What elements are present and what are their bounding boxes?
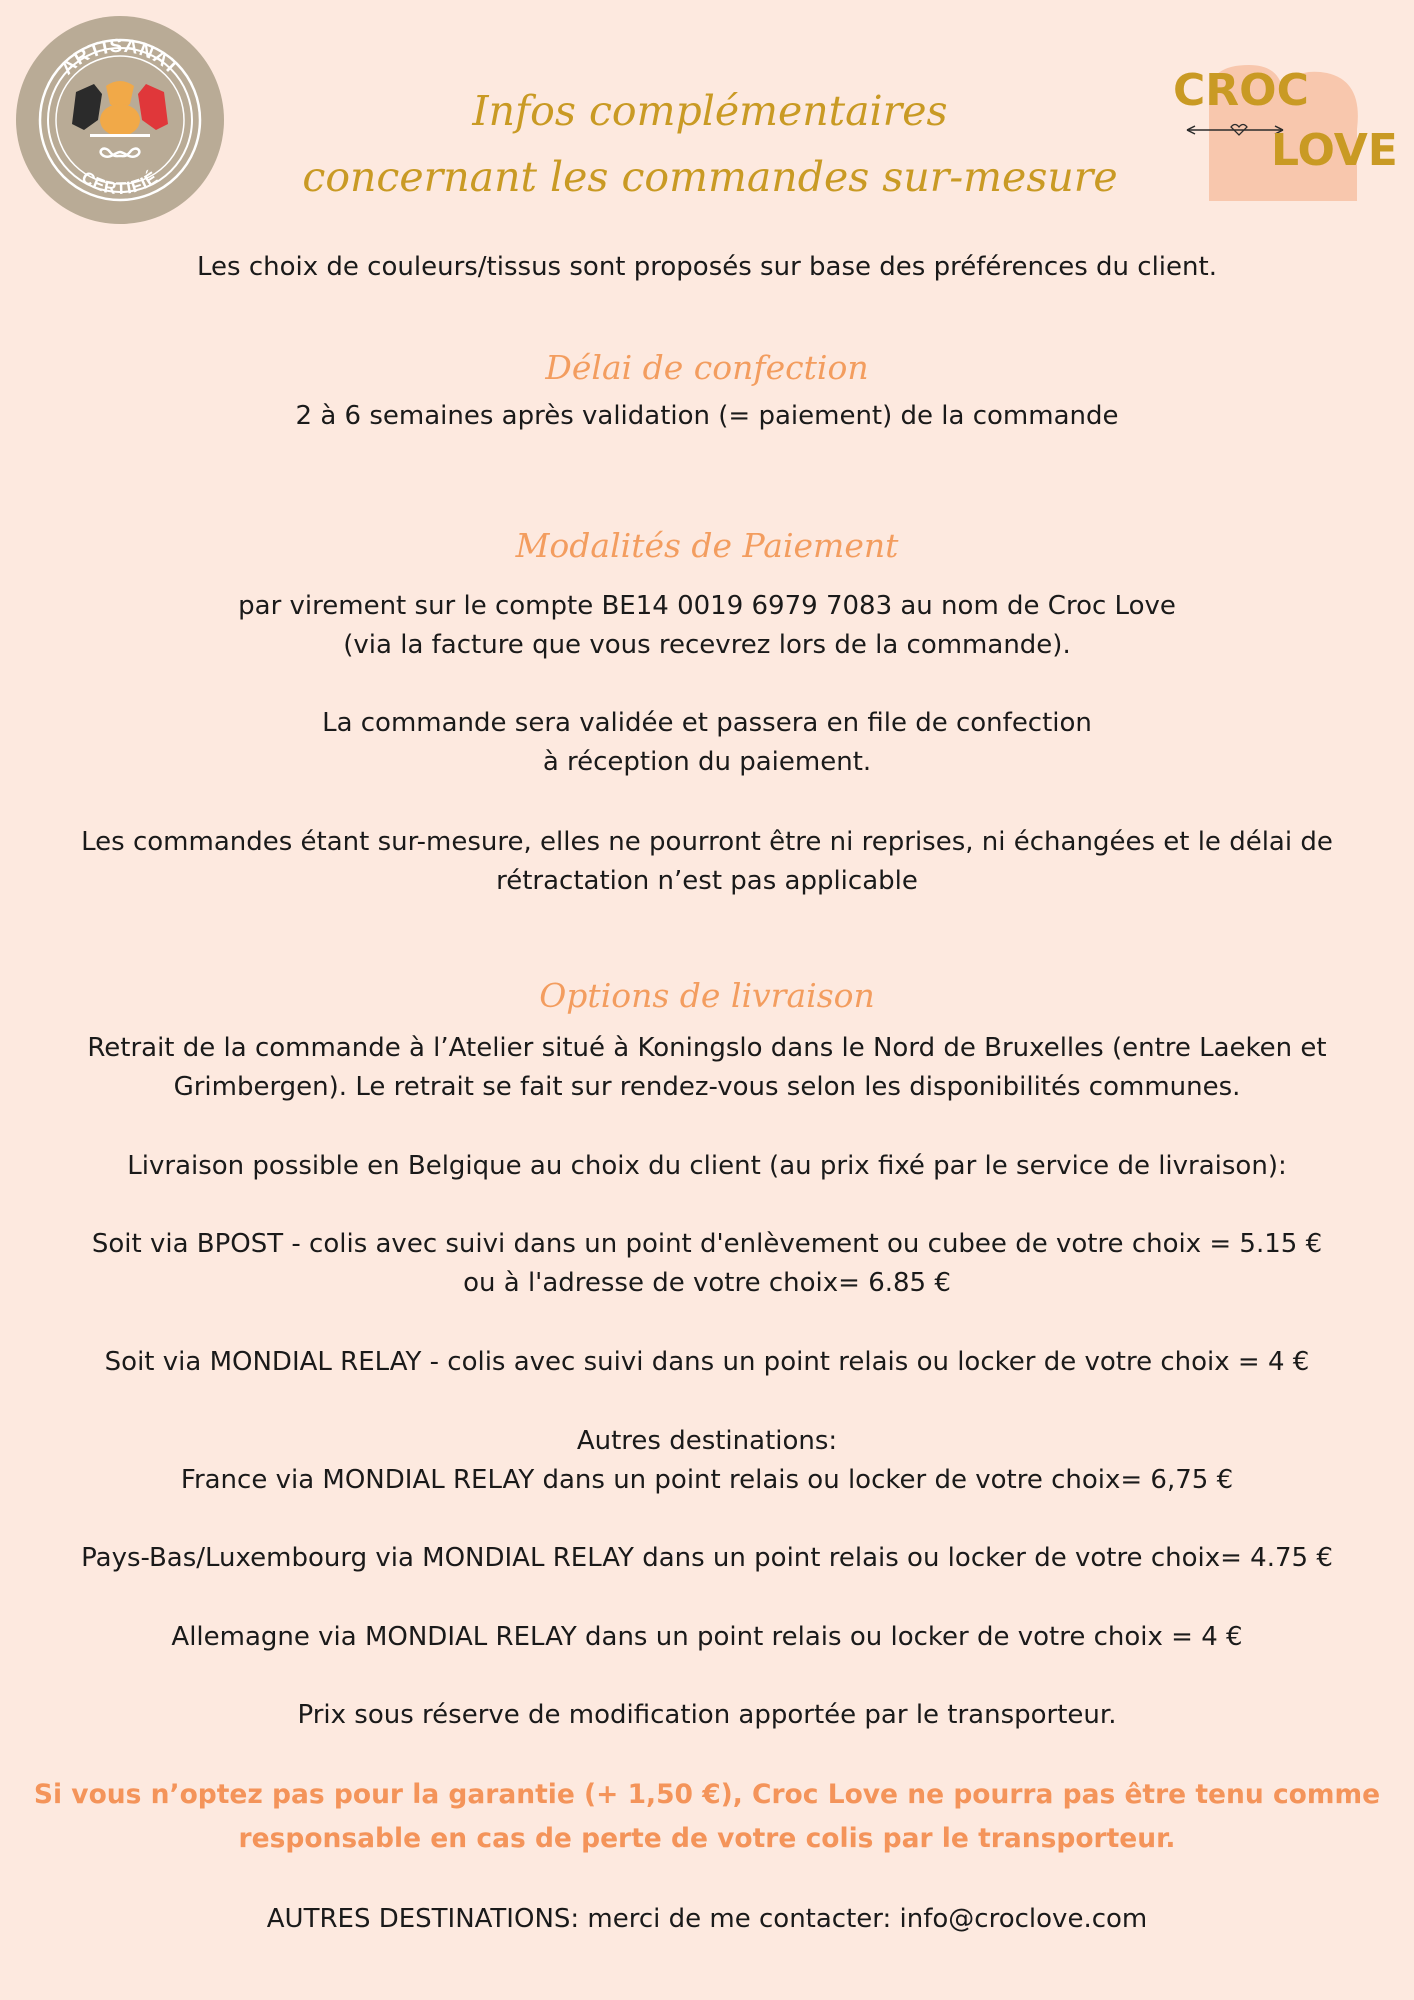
- livraison-line: Grimbergen). Le retrait se fait sur rendez-vous selon les disponibilités communes.: [173, 1072, 1241, 1102]
- artisanat-certifie-badge: [14, 14, 226, 226]
- livraison-line: Prix sous réserve de modification apportée par le transporteur.: [297, 1700, 1117, 1730]
- title-line-2: concernant les commandes sur-mesure: [302, 153, 1118, 201]
- paiement-line: (via la facture que vous recevrez lors de la commande).: [343, 630, 1071, 660]
- paiement-line: rétractation n’est pas applicable: [496, 866, 918, 896]
- livraison-line: Soit via MONDIAL RELAY - colis avec suivi dans un point relais ou locker de votre choix = 4 €: [104, 1347, 1310, 1377]
- croc-love-logo: [1165, 55, 1395, 210]
- livraison-line: Autres destinations:: [576, 1426, 838, 1456]
- page-title: [230, 78, 1190, 210]
- livraison-line: Allemagne via MONDIAL RELAY dans un point relais ou locker de votre choix = 4 €: [171, 1622, 1243, 1652]
- badge-bottom-text: CERTIFIÉ: [78, 167, 162, 199]
- logo-love-text: LOVE: [1271, 125, 1395, 176]
- livraison-line: Livraison possible en Belgique au choix du client (au prix fixé par le service de livraison):: [127, 1151, 1287, 1181]
- livraison-line: Retrait de la commande à l’Atelier situé à Koningslo dans le Nord de Bruxelles (entre Laeken et: [87, 1033, 1327, 1063]
- logo-croc-text: CROC: [1173, 65, 1309, 116]
- badge-top-text: ARTISANAT: [56, 35, 184, 80]
- contact-text: AUTRES DESTINATIONS: merci de me contacter: info@croclove.com: [266, 1904, 1148, 1934]
- garantie-line-1: Si vous n’optez pas pour la garantie (+ 1,50 €), Croc Love ne pourra pas être tenu comme: [33, 1779, 1381, 1810]
- livraison-line: ou à l'adresse de votre choix= 6.85 €: [463, 1268, 951, 1298]
- paiement-line: par virement sur le compte BE14 0019 6979 7083 au nom de Croc Love: [238, 591, 1176, 621]
- delai-heading: Délai de confection: [545, 348, 869, 387]
- livraison-heading: Options de livraison: [539, 976, 875, 1015]
- paiement-line: Les commandes étant sur-mesure, elles ne pourront être ni reprises, ni échangées et le délai de: [81, 827, 1333, 857]
- livraison-line: Soit via BPOST - colis avec suivi dans un point d'enlèvement ou cubee de votre choix = 5.15 €: [91, 1229, 1323, 1259]
- livraison-line: Pays-Bas/Luxembourg via MONDIAL RELAY dans un point relais ou locker de votre choix= 4.75 €: [81, 1543, 1333, 1573]
- paiement-line: à réception du paiement.: [542, 747, 872, 777]
- paiement-heading: Modalités de Paiement: [515, 526, 899, 565]
- paiement-line: La commande sera validée et passera en file de confection: [322, 708, 1092, 738]
- intro-text: Les choix de couleurs/tissus sont proposés sur base des préférences du client.: [197, 252, 1217, 282]
- garantie-line-2: responsable en cas de perte de votre colis par le transporteur.: [238, 1823, 1176, 1854]
- title-line-1: Infos complémentaires: [472, 87, 948, 135]
- delai-text: 2 à 6 semaines après validation (= paiement) de la commande: [295, 401, 1119, 431]
- livraison-line: France via MONDIAL RELAY dans un point relais ou locker de votre choix= 6,75 €: [180, 1465, 1234, 1495]
